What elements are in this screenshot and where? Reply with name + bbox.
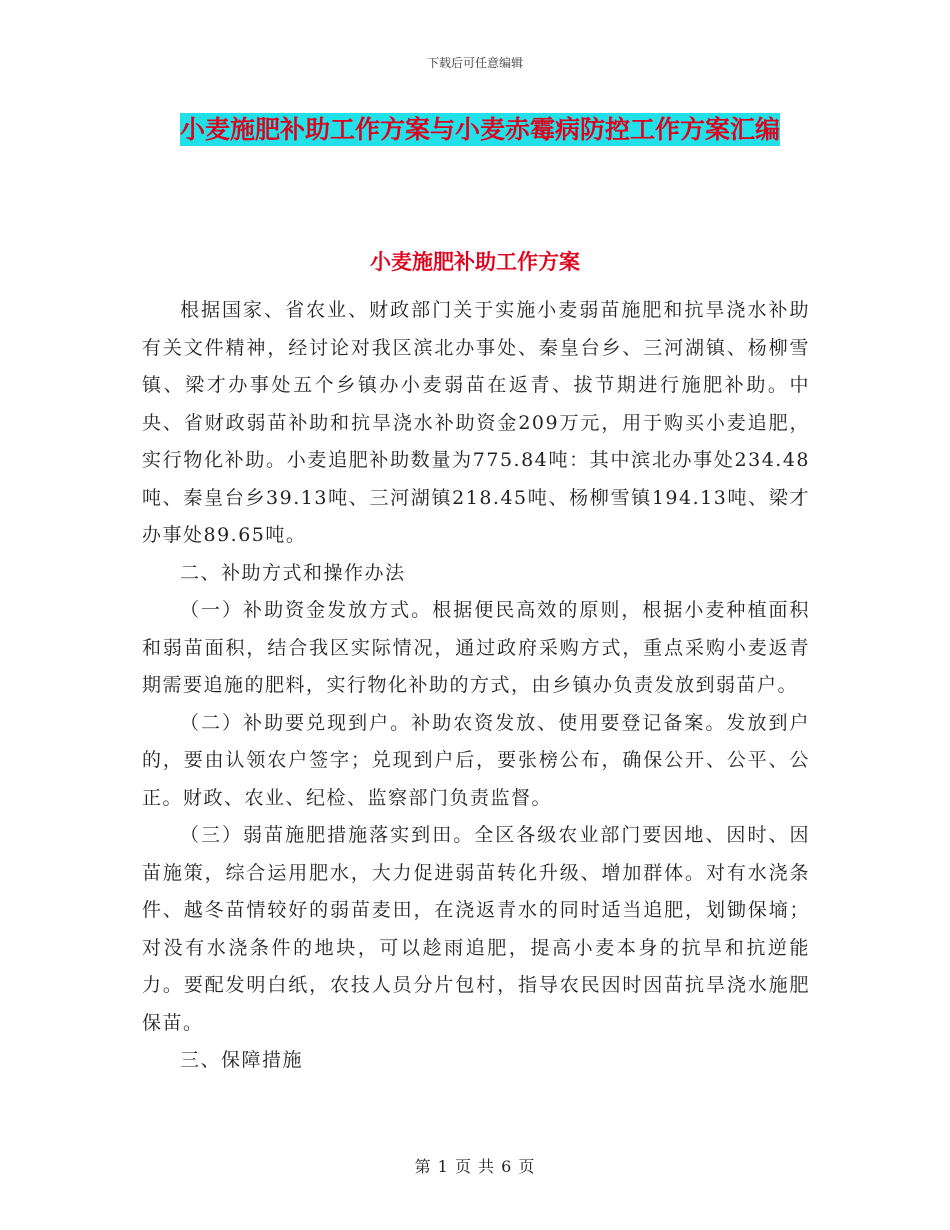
paragraph-subsidy-distribution: （一）补助资金发放方式。根据便民高效的原则，根据小麦种植面积和弱苗面积，结合我区实际情况，通过政府采购方式，重点采购小麦返青期需要追施的肥料，实行物化补助的方式，由乡镇办负责发放到弱苗户。 — [142, 599, 810, 696]
section-title: 小麦施肥补助工作方案 — [370, 250, 580, 274]
document-body — [142, 292, 810, 1080]
page-number: 第 1 页 共 6 页 — [414, 1157, 536, 1176]
heading-subsidy-method: 二、补助方式和操作办法 — [180, 561, 406, 584]
document-title — [140, 108, 820, 152]
header-note: 下载后可任意编辑 — [426, 56, 523, 70]
paragraph-intro: 根据国家、省农业、财政部门关于实施小麦弱苗施肥和抗旱浇水补助有关文件精神，经讨论对我区滨北办事处、秦皇台乡、三河湖镇、杨柳雪镇、梁才办事处五个乡镇办小麦弱苗在返青、拔节期进行施肥补助。中央、省财政弱苗补助和抗旱浇水补助资金209万元，用于购买小麦追肥，实行物化补助。小麦追肥补助数量为775.84吨：其中滨北办事处234.48吨、秦皇台乡39.13吨、三河湖镇218.45吨、杨柳雪镇194.13吨、梁才办事处89.65吨。 — [142, 299, 810, 546]
paragraph-subsidy-to-household: （二）补助要兑现到户。补助农资发放、使用要登记备案。发放到户的，要由认领农户签字；兑现到户后，要张榜公布，确保公开、公平、公正。财政、农业、纪检、监察部门负责监督。 — [142, 711, 810, 809]
heading-safeguards: 三、保障措施 — [180, 1049, 304, 1071]
document-title-text: 小麦施肥补助工作方案与小麦赤霉病防控工作方案汇编 — [179, 115, 780, 144]
paragraph-fertilizer-measures: （三）弱苗施肥措施落实到田。全区各级农业部门要因地、因时、因苗施策，综合运用肥水，大力促进弱苗转化升级、增加群体。对有水浇条件、越冬苗情较好的弱苗麦田，在浇返青水的同时适当追肥，划锄保墒；对没有水浇条件的地块，可以趁雨追肥，提高小麦本身的抗旱和抗逆能力。要配发明白纸，农技人员分片包村，指导农民因时因苗抗旱浇水施肥保苗。 — [142, 824, 810, 1034]
